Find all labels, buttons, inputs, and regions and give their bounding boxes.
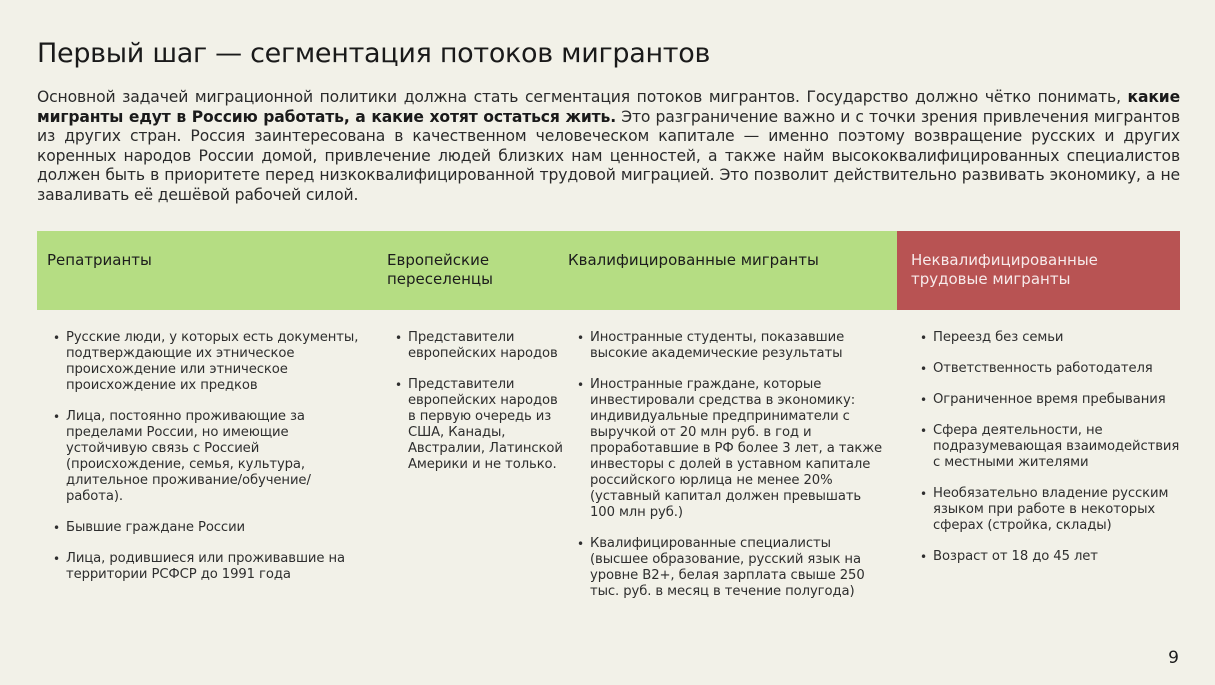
list-item — [920, 486, 1180, 534]
list-item — [920, 361, 1180, 377]
list-item-text: Сфера деятельности, не подразумевающая взаимодействия с местными жителями — [933, 423, 1180, 470]
list-item-text: Необязательно владение русским языком при работе в некоторых сферах (стройка, склады) — [933, 486, 1169, 533]
bullet-icon: • — [53, 552, 60, 566]
bullet-icon: • — [395, 331, 402, 345]
slide-title: Первый шаг — сегментация потоков мигрантов — [37, 38, 711, 69]
column-unqualified-migrants — [920, 330, 1180, 580]
header-unqualified-migrants: Неквалифицированные трудовые мигранты — [897, 231, 1180, 310]
bullet-list — [53, 330, 369, 583]
bullet-icon: • — [920, 487, 927, 501]
column-european-settlers — [395, 330, 565, 488]
header-european-settlers: Европейские переселенцы — [377, 231, 558, 310]
header-qualified-migrants: Квалифицированные мигранты — [558, 231, 897, 310]
list-item-text: Бывшие граждане России — [66, 520, 246, 535]
list-item-text: Квалифицированные специалисты (высшее образование, русский язык на уровне B2+, белая зарплата свыше 250 тыс. руб. в месяц в течение полугода) — [590, 536, 865, 599]
column-qualified-migrants — [577, 330, 887, 615]
bullet-icon: • — [577, 331, 584, 345]
intro-paragraph — [37, 88, 1180, 206]
bullet-icon: • — [920, 424, 927, 438]
category-header-row — [37, 231, 1180, 310]
bullet-icon: • — [53, 410, 60, 424]
intro-text-end: Это разграничение важно и с точки зрения привлечения мигрантов из других стран. Россия заинтересована в качественном человеческом капитале — именно поэтому возвращение русских и других коренных народов России домой, привлечение людей близких нам ценностей, а также найм высококвалифицированных специалистов должен быть в приоритете перед низкоквалифицированной трудовой миграцией. Это позволит действительно развивать экономику, а не заваливать её дешёвой рабочей силой. — [37, 107, 1180, 204]
bullet-icon: • — [577, 378, 584, 392]
list-item — [920, 392, 1180, 408]
bullet-icon: • — [577, 537, 584, 551]
list-item — [53, 520, 369, 536]
bullet-icon: • — [920, 550, 927, 564]
list-item — [577, 330, 887, 362]
bullet-icon: • — [53, 521, 60, 535]
bullet-icon: • — [920, 362, 927, 376]
list-item-text: Представители европейских народов в первую очередь из США, Канады, Австралии, Латинской Америки и не только. — [408, 377, 563, 472]
list-item-text: Ответственность работодателя — [933, 361, 1153, 376]
page-number: 9 — [1168, 648, 1179, 668]
header-repatriates: Репатрианты — [37, 231, 377, 310]
bullet-icon: • — [920, 331, 927, 345]
list-item — [920, 423, 1180, 471]
list-item — [53, 409, 369, 505]
bullet-icon: • — [53, 331, 60, 345]
list-item — [920, 330, 1180, 346]
list-item-text: Иностранные граждане, которые инвестировали средства в экономику: индивидуальные предприниматели с выручкой от 20 млн руб. в год и проработавшие в РФ более 3 лет, а также инвесторы с долей в уставном капитале российского юрлица не менее 20% (уставный капитал должен превышать 100 млн руб.) — [590, 377, 882, 520]
list-item — [920, 549, 1180, 565]
bullet-list — [920, 330, 1180, 565]
bullet-icon: • — [920, 393, 927, 407]
list-item — [53, 551, 369, 583]
column-repatriates — [37, 330, 377, 598]
list-item-text: Переезд без семьи — [933, 330, 1064, 345]
list-item — [395, 377, 565, 473]
bullet-list — [577, 330, 887, 600]
list-item-text: Иностранные студенты, показавшие высокие академические результаты — [590, 330, 845, 361]
list-item-text: Ограниченное время пребывания — [933, 392, 1166, 407]
list-item — [53, 330, 369, 394]
list-item-text: Лица, постоянно проживающие за пределами России, но имеющие устойчивую связь с Россией (происхождение, семья, культура, длительное проживание/обучение/ работа). — [66, 409, 311, 504]
intro-emphasis: какие мигранты едут в Россию работать, а какие хотят остаться жить. — [37, 88, 1180, 126]
list-item-text: Русские люди, у которых есть документы, подтверждающие их этническое происхождение или этническое происхождение их предков — [66, 330, 359, 393]
list-item — [577, 536, 887, 600]
list-item-text: Представители европейских народов — [408, 330, 558, 361]
intro-text-start: Основной задачей миграционной политики должна стать сегментация потоков мигрантов. Государство должно чётко понимать, — [37, 88, 1128, 106]
list-item-text: Возраст от 18 до 45 лет — [933, 549, 1098, 564]
list-item-text: Лица, родившиеся или проживавшие на территории РСФСР до 1991 года — [66, 551, 346, 582]
bullet-icon: • — [395, 378, 402, 392]
list-item — [577, 377, 887, 521]
list-item — [395, 330, 565, 362]
bullet-list — [395, 330, 565, 473]
